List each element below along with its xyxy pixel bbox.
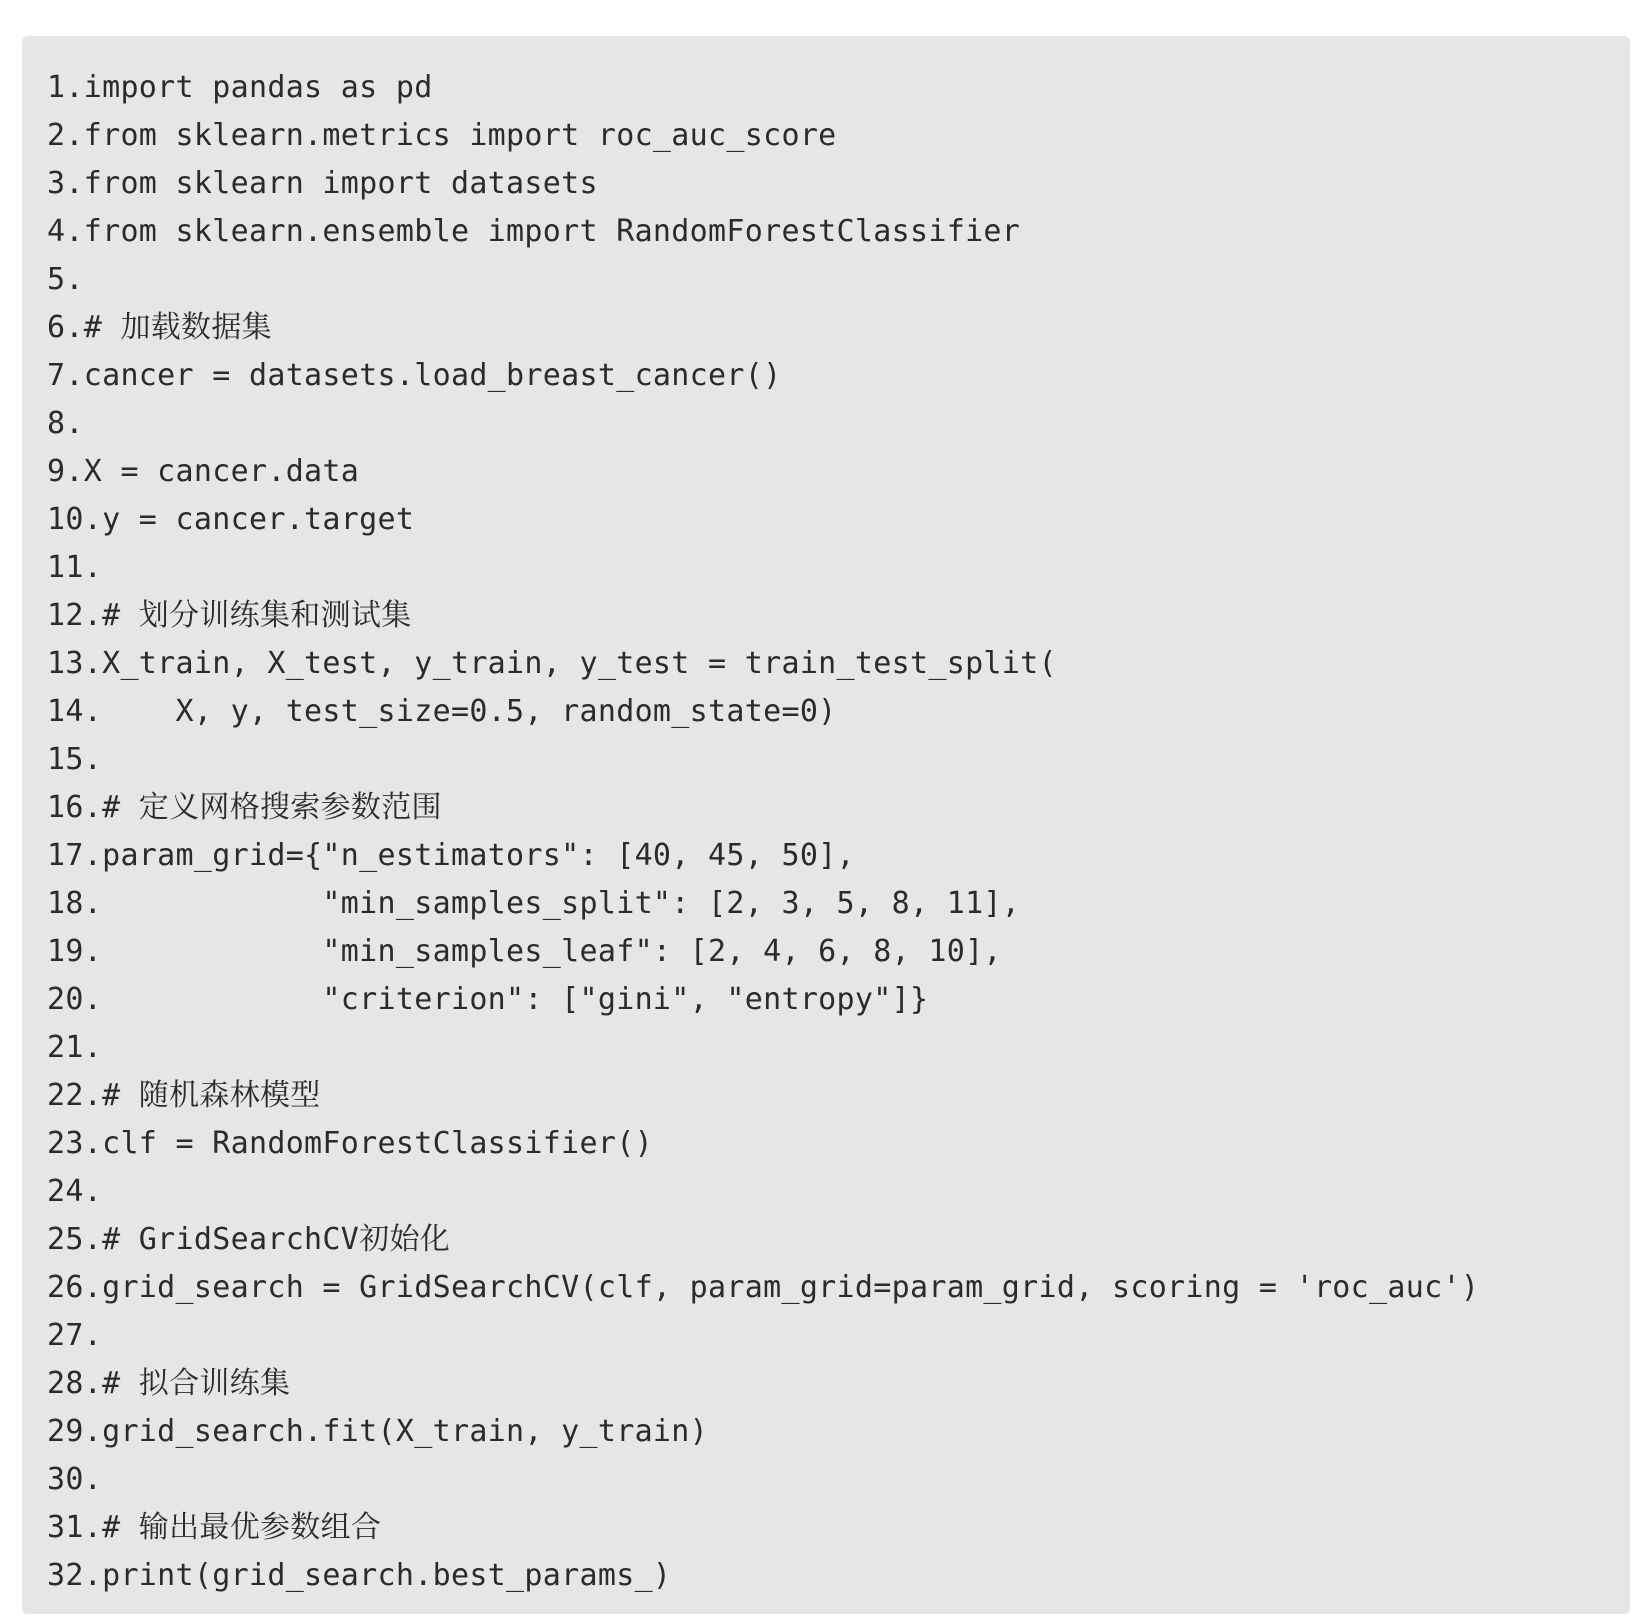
code-line: 11. bbox=[47, 550, 103, 585]
code-line: 17.param_grid={"n_estimators": [40, 45, 50], bbox=[47, 838, 855, 873]
code-line: 21. bbox=[47, 1030, 103, 1065]
code-line: 15. bbox=[47, 742, 103, 777]
code-line: 26.grid_search = GridSearchCV(clf, param_grid=param_grid, scoring = 'roc_auc') bbox=[47, 1270, 1480, 1305]
code-line: 3.from sklearn import datasets bbox=[47, 166, 598, 201]
code-line: 23.clf = RandomForestClassifier() bbox=[47, 1126, 653, 1161]
code-line: 31.# 输出最优参数组合 bbox=[47, 1510, 382, 1545]
code-line: 2.from sklearn.metrics import roc_auc_score bbox=[47, 118, 837, 153]
code-line: 27. bbox=[47, 1318, 103, 1353]
code-block bbox=[22, 36, 1630, 1614]
code-line: 1.import pandas as pd bbox=[47, 70, 433, 105]
code-line: 18. "min_samples_split": [2, 3, 5, 8, 11], bbox=[47, 886, 1021, 921]
code-line: 32.print(grid_search.best_params_) bbox=[47, 1558, 672, 1593]
code-line: 4.from sklearn.ensemble import RandomForestClassifier bbox=[47, 214, 1021, 249]
code-line: 19. "min_samples_leaf": [2, 4, 6, 8, 10], bbox=[47, 934, 1002, 969]
code-line: 16.# 定义网格搜索参数范围 bbox=[47, 790, 442, 825]
code-line: 13.X_train, X_test, y_train, y_test = train_test_split( bbox=[47, 646, 1057, 681]
code-line: 28.# 拟合训练集 bbox=[47, 1366, 291, 1401]
code-line: 5. bbox=[47, 262, 84, 297]
code-line: 30. bbox=[47, 1462, 103, 1497]
code-line: 6.# 加载数据集 bbox=[47, 310, 272, 345]
code-line: 12.# 划分训练集和测试集 bbox=[47, 598, 412, 633]
code-line: 20. "criterion": ["gini", "entropy"]} bbox=[47, 982, 929, 1017]
code-line: 25.# GridSearchCV初始化 bbox=[47, 1222, 451, 1257]
code-line: 9.X = cancer.data bbox=[47, 454, 360, 489]
code-line: 29.grid_search.fit(X_train, y_train) bbox=[47, 1414, 709, 1449]
code-line: 8. bbox=[47, 406, 84, 441]
code-line: 10.y = cancer.target bbox=[47, 502, 415, 537]
code-line: 14. X, y, test_size=0.5, random_state=0) bbox=[47, 694, 837, 729]
code-line: 7.cancer = datasets.load_breast_cancer() bbox=[47, 358, 782, 393]
code-line: 22.# 随机森林模型 bbox=[47, 1078, 321, 1113]
code-line: 24. bbox=[47, 1174, 103, 1209]
